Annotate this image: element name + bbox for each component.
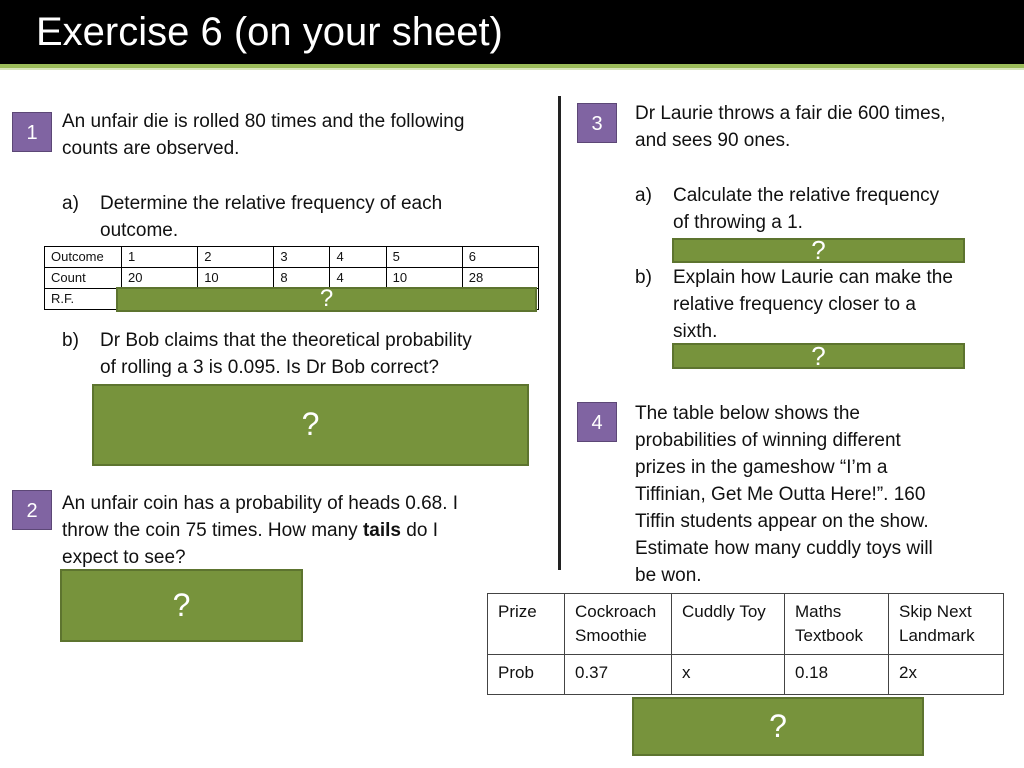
q2-text-part: throw the coin 75 times. How many	[62, 520, 363, 541]
table-cell: 2x	[889, 655, 1004, 695]
table-cell: 0.37	[565, 655, 672, 695]
title-bar	[0, 0, 1024, 64]
q3a-text	[673, 182, 939, 236]
table-cell: Prob	[488, 655, 565, 695]
table-cell: Outcome	[45, 247, 122, 268]
question-3a	[635, 182, 1005, 238]
q1b-text	[100, 327, 472, 381]
question-1b	[62, 327, 552, 387]
question-4-text	[635, 400, 1005, 589]
q4-answer-reveal[interactable]: ?	[632, 697, 924, 756]
q3a-line: of throwing a 1.	[673, 212, 803, 233]
q4-line: The table below shows the	[635, 403, 860, 424]
q2-answer-reveal[interactable]: ?	[60, 569, 303, 642]
table-cell	[488, 594, 565, 655]
question-2-badge: 2	[12, 490, 52, 530]
table-row-count	[45, 268, 539, 289]
q1-intro-line: An unfair die is rolled 80 times and the following	[62, 111, 465, 132]
q3b-answer-reveal[interactable]: ?	[672, 343, 965, 369]
question-4-badge: 4	[577, 402, 617, 442]
question-1-badge: 1	[12, 112, 52, 152]
table-cell: 6	[462, 247, 538, 268]
table-cell: 10	[386, 268, 462, 289]
table-cell: Count	[45, 268, 122, 289]
q4-prize-table	[487, 593, 1004, 695]
table-cell	[889, 594, 1004, 655]
q1b-label: b)	[62, 330, 79, 351]
q4-line: be won.	[635, 565, 702, 586]
q2-text-part: do I	[401, 520, 438, 541]
question-2-text	[62, 490, 552, 571]
q1a-text	[100, 190, 442, 244]
q4-line: Tiffinian, Get Me Outta Here!”. 160	[635, 484, 926, 505]
cell-text: Textbook	[795, 626, 864, 645]
title-underline-light	[0, 68, 1024, 70]
q1b-line: Dr Bob claims that the theoretical probability	[100, 330, 472, 351]
q2-bold-word: tails	[362, 520, 401, 541]
q1-intro-line: counts are observed.	[62, 138, 240, 159]
cell-text: Cockroach	[575, 602, 657, 621]
q1a-line: outcome.	[100, 220, 179, 241]
q3b-text	[673, 264, 953, 345]
table-cell: 1	[122, 247, 198, 268]
table-cell: 2	[198, 247, 274, 268]
question-3b	[635, 264, 1005, 348]
q4-line: Tiffin students appear on the show.	[635, 511, 929, 532]
table-row-prob	[488, 655, 1004, 695]
question-3-text	[635, 100, 1005, 154]
question-1-intro	[62, 108, 552, 162]
table-cell: 0.18	[785, 655, 889, 695]
question-3-badge: 3	[577, 103, 617, 143]
table-cell: 8	[274, 268, 330, 289]
cell-text: Maths	[795, 602, 842, 621]
table-row-prize	[488, 594, 1004, 655]
q3-line: and sees 90 ones.	[635, 130, 791, 151]
q2-line	[62, 517, 552, 544]
q3-line: Dr Laurie throws a fair die 600 times,	[635, 103, 946, 124]
q3a-label: a)	[635, 185, 652, 206]
table-cell: R.F.	[45, 289, 122, 310]
q3a-line: Calculate the relative frequency	[673, 185, 940, 206]
q2-line: expect to see?	[62, 547, 186, 568]
q2-line: An unfair coin has a probability of heads 0.68. I	[62, 493, 459, 514]
table-cell: 10	[198, 268, 274, 289]
cell-text: Cuddly Toy	[682, 602, 766, 621]
q4-line: prizes in the gameshow “I’m a	[635, 457, 888, 478]
table-cell	[565, 594, 672, 655]
q3b-line: Explain how Laurie can make the	[673, 267, 953, 288]
q1a-label: a)	[62, 193, 79, 214]
q4-line: probabilities of winning different	[635, 430, 901, 451]
table-cell: 4	[330, 268, 386, 289]
q3a-answer-reveal[interactable]: ?	[672, 238, 965, 263]
table-cell	[785, 594, 889, 655]
cell-text: Prize	[498, 602, 537, 621]
table-cell	[672, 594, 785, 655]
q1a-line: Determine the relative frequency of each	[100, 193, 443, 214]
q4-line: Estimate how many cuddly toys will	[635, 538, 933, 559]
q3b-label: b)	[635, 267, 652, 288]
q1-rf-answer-reveal[interactable]: ?	[116, 287, 537, 312]
table-cell: 20	[122, 268, 198, 289]
q3b-line: sixth.	[673, 321, 718, 342]
table-cell: x	[672, 655, 785, 695]
cell-text: Skip Next	[899, 602, 972, 621]
table-cell: 28	[462, 268, 538, 289]
slide-title: Exercise 6 (on your sheet)	[36, 10, 503, 54]
table-row-outcome	[45, 247, 539, 268]
cell-text: Landmark	[899, 626, 975, 645]
table-cell: 3	[274, 247, 330, 268]
column-divider	[558, 96, 561, 570]
question-1a	[62, 190, 552, 250]
q1b-line: of rolling a 3 is 0.095. Is Dr Bob correct?	[100, 357, 439, 378]
cell-text: Smoothie	[575, 626, 647, 645]
table-cell: 5	[386, 247, 462, 268]
q3b-line: relative frequency closer to a	[673, 294, 916, 315]
table-cell: 4	[330, 247, 386, 268]
q1b-answer-reveal[interactable]: ?	[92, 384, 529, 466]
